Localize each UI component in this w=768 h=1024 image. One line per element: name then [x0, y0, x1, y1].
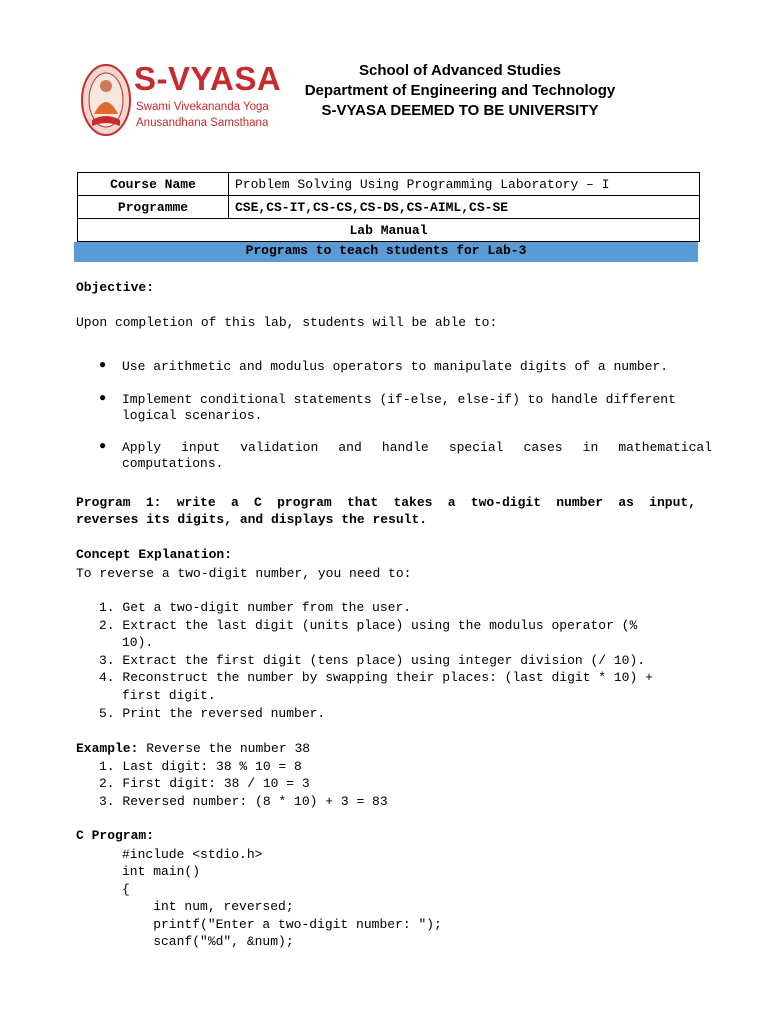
concept-step-3: 3. Extract the first digit (tens place) using integer division (/ 10).: [99, 653, 646, 668]
university-logo: [80, 60, 282, 142]
header-department: Department of Engineering and Technology: [304, 82, 616, 99]
objective-intro: Upon completion of this lab, students will be able to:: [76, 315, 498, 330]
concept-step-4-cont: first digit.: [122, 688, 216, 703]
table-row: [78, 173, 700, 196]
lab-banner: Programs to teach students for Lab-3: [74, 242, 698, 262]
logo-title: S-VYASA: [134, 60, 282, 97]
concept-intro: To reverse a two-digit number, you need to:: [76, 566, 412, 581]
concept-step-2: 2. Extract the last digit (units place) using the modulus operator (%: [99, 618, 638, 633]
bullet-icon: ●: [99, 358, 107, 372]
example-line: [76, 740, 310, 757]
table-row: [78, 196, 700, 219]
example-step-1: 1. Last digit: 38 % 10 = 8: [99, 759, 302, 774]
header-school: School of Advanced Studies: [359, 62, 561, 79]
page-header: [270, 61, 650, 121]
table-row: [78, 219, 700, 242]
course-name-value: Problem Solving Using Programming Laboratory – I: [229, 173, 700, 196]
objective-heading: Objective:: [76, 280, 155, 295]
program1-title: Program 1: write a C program that takes a two-digit number as input,: [76, 495, 696, 510]
objective-bullet-3: Apply input validation and handle special cases in mathematical: [122, 440, 712, 455]
concept-step-4: 4. Reconstruct the number by swapping their places: (last digit * 10) +: [99, 670, 653, 685]
logo-subtitle-line2: Anusandhana Samsthana: [136, 117, 269, 129]
course-info-table: [77, 172, 700, 242]
example-step-2: 2. First digit: 38 / 10 = 3: [99, 776, 310, 791]
code-heading: C Program:: [76, 828, 155, 843]
example-step-3: 3. Reversed number: (8 * 10) + 3 = 83: [99, 794, 388, 809]
programme-label: Programme: [78, 196, 229, 219]
objective-bullet-1: Use arithmetic and modulus operators to manipulate digits of a number.: [122, 359, 669, 374]
example-label: Example:: [76, 741, 139, 756]
concept-step-1: 1. Get a two-digit number from the user.: [99, 600, 412, 615]
objective-bullet-2: Implement conditional statements (if-else, else-if) to handle different: [122, 392, 676, 407]
concept-step-2-cont: 10).: [122, 635, 154, 650]
concept-heading: Concept Explanation:: [76, 547, 233, 562]
objective-bullet-3-cont: computations.: [122, 456, 224, 471]
course-name-label: Course Name: [78, 173, 229, 196]
bullet-icon: ●: [99, 391, 107, 405]
code-line: scanf("%d", &num);: [122, 934, 294, 949]
bullet-icon: ●: [99, 439, 107, 453]
lab-manual-title: Lab Manual: [78, 219, 700, 242]
objective-bullet-2-cont: logical scenarios.: [122, 408, 263, 423]
emblem-icon: [80, 62, 132, 138]
code-line: {: [122, 882, 130, 897]
code-line: #include <stdio.h>: [122, 847, 263, 862]
code-line: int num, reversed;: [122, 899, 294, 914]
concept-step-5: 5. Print the reversed number.: [99, 706, 326, 721]
program1-title-cont: reverses its digits, and displays the result.: [76, 512, 428, 527]
programme-value: CSE,CS-IT,CS-CS,CS-DS,CS-AIML,CS-SE: [229, 196, 700, 219]
header-university: S-VYASA DEEMED TO BE UNIVERSITY: [321, 102, 599, 119]
code-line: int main(): [122, 864, 201, 879]
code-line: printf("Enter a two-digit number: ");: [122, 917, 442, 932]
example-text: Reverse the number 38: [138, 741, 311, 756]
logo-subtitle-line1: Swami Vivekananda Yoga: [136, 101, 269, 113]
